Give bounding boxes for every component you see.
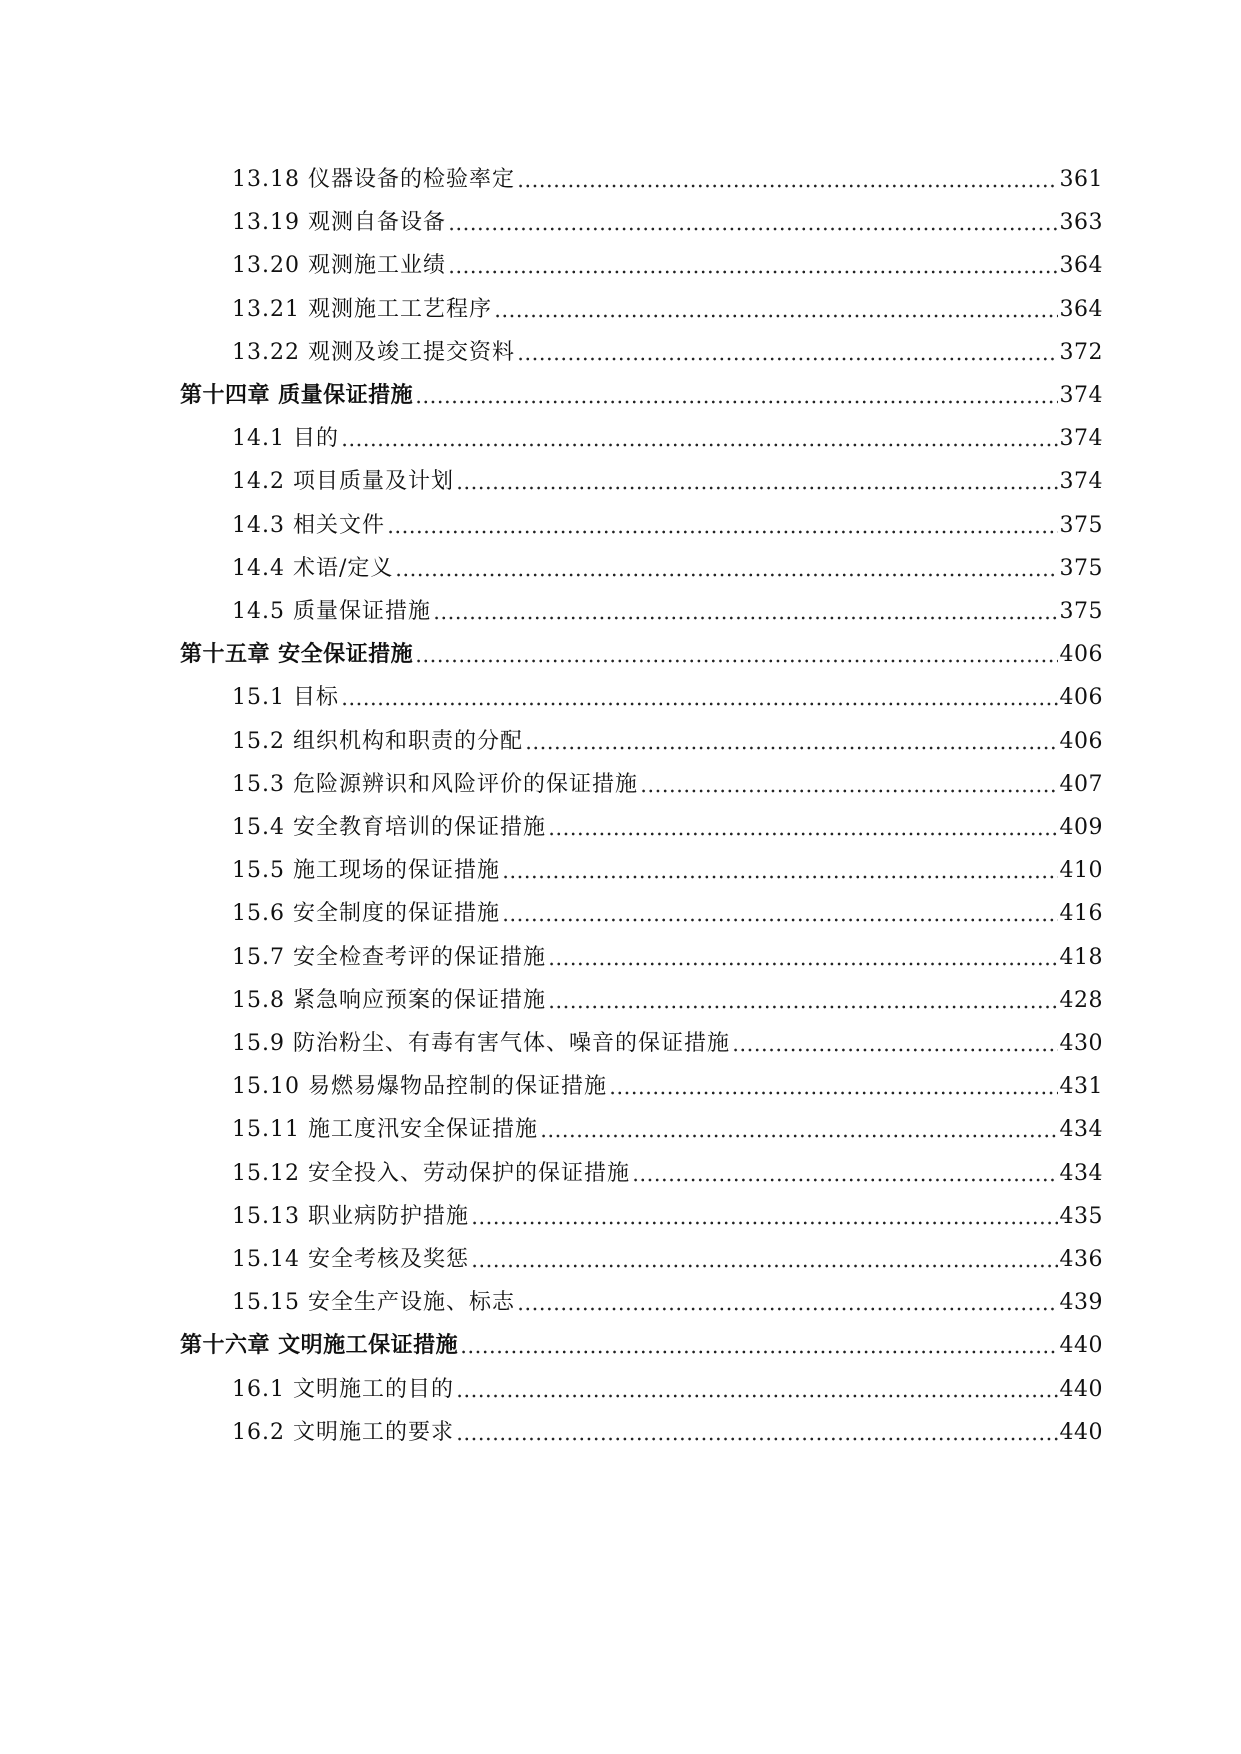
dot-leader (548, 1005, 1058, 1009)
toc-entry[interactable] (232, 1192, 1103, 1232)
toc-entry-title: 13.20 观测施工业绩 (232, 253, 446, 279)
toc-entry-page: 374 (1059, 383, 1103, 408)
toc-entry-page: 375 (1059, 555, 1103, 581)
dot-leader (448, 270, 1058, 274)
toc-entry-title: 15.1 目标 (232, 685, 339, 711)
dot-leader (415, 659, 1057, 663)
toc-entry-page: 406 (1059, 685, 1103, 711)
toc-entry[interactable] (232, 760, 1103, 800)
toc-entry[interactable] (232, 1365, 1103, 1405)
toc-entry[interactable] (232, 1062, 1103, 1102)
toc-entry-title: 第十四章 质量保证措施 (180, 383, 414, 408)
toc-entry-title: 15.13 职业病防护措施 (232, 1203, 469, 1229)
dot-leader (548, 962, 1058, 966)
toc-entry-title: 15.3 危险源辨识和风险评价的保证措施 (232, 771, 638, 797)
toc-entry-page: 375 (1059, 599, 1103, 624)
toc-entry[interactable] (232, 328, 1103, 368)
toc-chapter-entry[interactable] (180, 1321, 1103, 1361)
dot-leader (494, 314, 1058, 318)
toc-entry[interactable] (232, 1235, 1103, 1275)
dot-leader (460, 1350, 1057, 1354)
toc-entry-title: 15.11 施工度汛安全保证措施 (232, 1117, 538, 1143)
toc-entry-page: 430 (1059, 1031, 1103, 1056)
toc-entry-title: 15.10 易燃易爆物品控制的保证措施 (232, 1074, 607, 1100)
toc-entry-page: 435 (1059, 1203, 1103, 1229)
toc-entry-page: 363 (1059, 210, 1103, 236)
dot-leader (341, 702, 1058, 706)
toc-entry-page: 407 (1059, 771, 1103, 797)
dot-leader (517, 184, 1058, 188)
toc-entry-title: 15.15 安全生产设施、标志 (232, 1290, 515, 1316)
dot-leader (341, 443, 1058, 447)
toc-entry-page: 428 (1059, 987, 1103, 1013)
toc-entry[interactable] (232, 198, 1103, 238)
toc-entry-title: 15.9 防治粉尘、有毒有害气体、噪音的保证措施 (232, 1031, 730, 1056)
toc-entry-title: 15.5 施工现场的保证措施 (232, 858, 500, 884)
toc-entry-page: 372 (1059, 339, 1103, 365)
toc-entry-page: 439 (1059, 1290, 1103, 1316)
toc-chapter-entry[interactable] (180, 630, 1103, 670)
toc-entry-title: 14.2 项目质量及计划 (232, 469, 454, 495)
toc-entry-title: 15.4 安全教育培训的保证措施 (232, 815, 546, 840)
toc-entry-title: 14.4 术语/定义 (232, 555, 394, 581)
toc-entry[interactable] (232, 803, 1103, 843)
toc-entry-title: 15.7 安全检查考评的保证措施 (232, 944, 546, 970)
dot-leader (433, 616, 1058, 620)
dot-leader (502, 918, 1058, 922)
toc-entry-page: 436 (1059, 1247, 1103, 1272)
toc-entry-title: 13.19 观测自备设备 (232, 210, 446, 236)
toc-entry-title: 16.2 文明施工的要求 (232, 1419, 454, 1445)
dot-leader (448, 227, 1058, 231)
dot-leader (548, 832, 1058, 836)
toc-entry[interactable] (232, 673, 1103, 713)
dot-leader (395, 573, 1057, 577)
toc-entry-title: 14.3 相关文件 (232, 512, 385, 538)
toc-entry-title: 13.22 观测及竣工提交资料 (232, 339, 515, 365)
toc-entry-title: 16.1 文明施工的目的 (232, 1376, 454, 1402)
toc-entry[interactable] (232, 1019, 1103, 1059)
toc-entry-title: 15.2 组织机构和职责的分配 (232, 728, 523, 754)
toc-entry-page: 410 (1059, 858, 1103, 884)
toc-entry-page: 434 (1059, 1117, 1103, 1143)
toc-entry-title: 第十五章 安全保证措施 (180, 642, 414, 668)
toc-entry[interactable] (232, 155, 1103, 195)
toc-entry-page: 440 (1059, 1376, 1103, 1402)
toc-entry[interactable] (232, 846, 1103, 886)
toc-entry-page: 416 (1059, 901, 1103, 927)
toc-entry[interactable] (232, 241, 1103, 281)
toc-entry-title: 14.1 目的 (232, 426, 339, 452)
toc-entry-page: 406 (1059, 642, 1103, 668)
toc-entry-page: 409 (1059, 815, 1103, 840)
toc-entry-page: 434 (1059, 1160, 1103, 1186)
toc-entry-title: 14.5 质量保证措施 (232, 599, 431, 624)
toc-entry[interactable] (232, 414, 1103, 454)
dot-leader (502, 875, 1058, 879)
dot-leader (471, 1264, 1058, 1268)
toc-entry-page: 375 (1059, 512, 1103, 538)
toc-entry[interactable] (232, 1278, 1103, 1318)
dot-leader (632, 1178, 1058, 1182)
dot-leader (525, 746, 1058, 750)
dot-leader (732, 1048, 1058, 1052)
dot-leader (456, 1394, 1058, 1398)
toc-entry-title: 15.8 紧急响应预案的保证措施 (232, 987, 546, 1013)
toc-entry-page: 418 (1059, 944, 1103, 970)
toc-entry-title: 13.21 观测施工工艺程序 (232, 296, 492, 322)
toc-entry[interactable] (232, 457, 1103, 497)
toc-entry[interactable] (232, 544, 1103, 584)
dot-leader (387, 530, 1058, 534)
toc-entry-page: 361 (1059, 167, 1103, 192)
dot-leader (471, 1221, 1058, 1225)
toc-entry[interactable] (232, 717, 1103, 757)
toc-entry-title: 13.18 仪器设备的检验率定 (232, 167, 515, 192)
toc-entry-page: 440 (1059, 1333, 1103, 1359)
toc-entry-page: 406 (1059, 728, 1103, 754)
toc-entry[interactable] (232, 889, 1103, 929)
toc-entry[interactable] (232, 501, 1103, 541)
dot-leader (415, 400, 1057, 404)
dot-leader (517, 357, 1058, 361)
toc-chapter-entry[interactable] (180, 371, 1103, 411)
toc-entry[interactable] (232, 285, 1103, 325)
toc-entry[interactable] (232, 587, 1103, 627)
toc-entry[interactable] (232, 933, 1103, 973)
dot-leader (517, 1307, 1058, 1311)
toc-entry-page: 440 (1059, 1419, 1103, 1445)
toc-entry-page: 364 (1059, 253, 1103, 279)
toc-entry[interactable] (232, 1149, 1103, 1189)
dot-leader (456, 486, 1058, 490)
toc-entry-page: 374 (1059, 426, 1103, 452)
dot-leader (540, 1134, 1058, 1138)
toc-entry-page: 364 (1059, 296, 1103, 322)
toc-entry[interactable] (232, 1105, 1103, 1145)
dot-leader (609, 1091, 1058, 1095)
toc-entry-title: 第十六章 文明施工保证措施 (180, 1333, 459, 1359)
toc-entry-page: 431 (1059, 1074, 1103, 1100)
toc-entry-title: 15.12 安全投入、劳动保护的保证措施 (232, 1160, 630, 1186)
toc-entry-title: 15.14 安全考核及奖惩 (232, 1247, 469, 1272)
toc-entry[interactable] (232, 1408, 1103, 1448)
dot-leader (640, 789, 1058, 793)
toc-entry-title: 15.6 安全制度的保证措施 (232, 901, 500, 927)
dot-leader (456, 1437, 1058, 1441)
toc-entry[interactable] (232, 976, 1103, 1016)
toc-entry-page: 374 (1059, 469, 1103, 495)
